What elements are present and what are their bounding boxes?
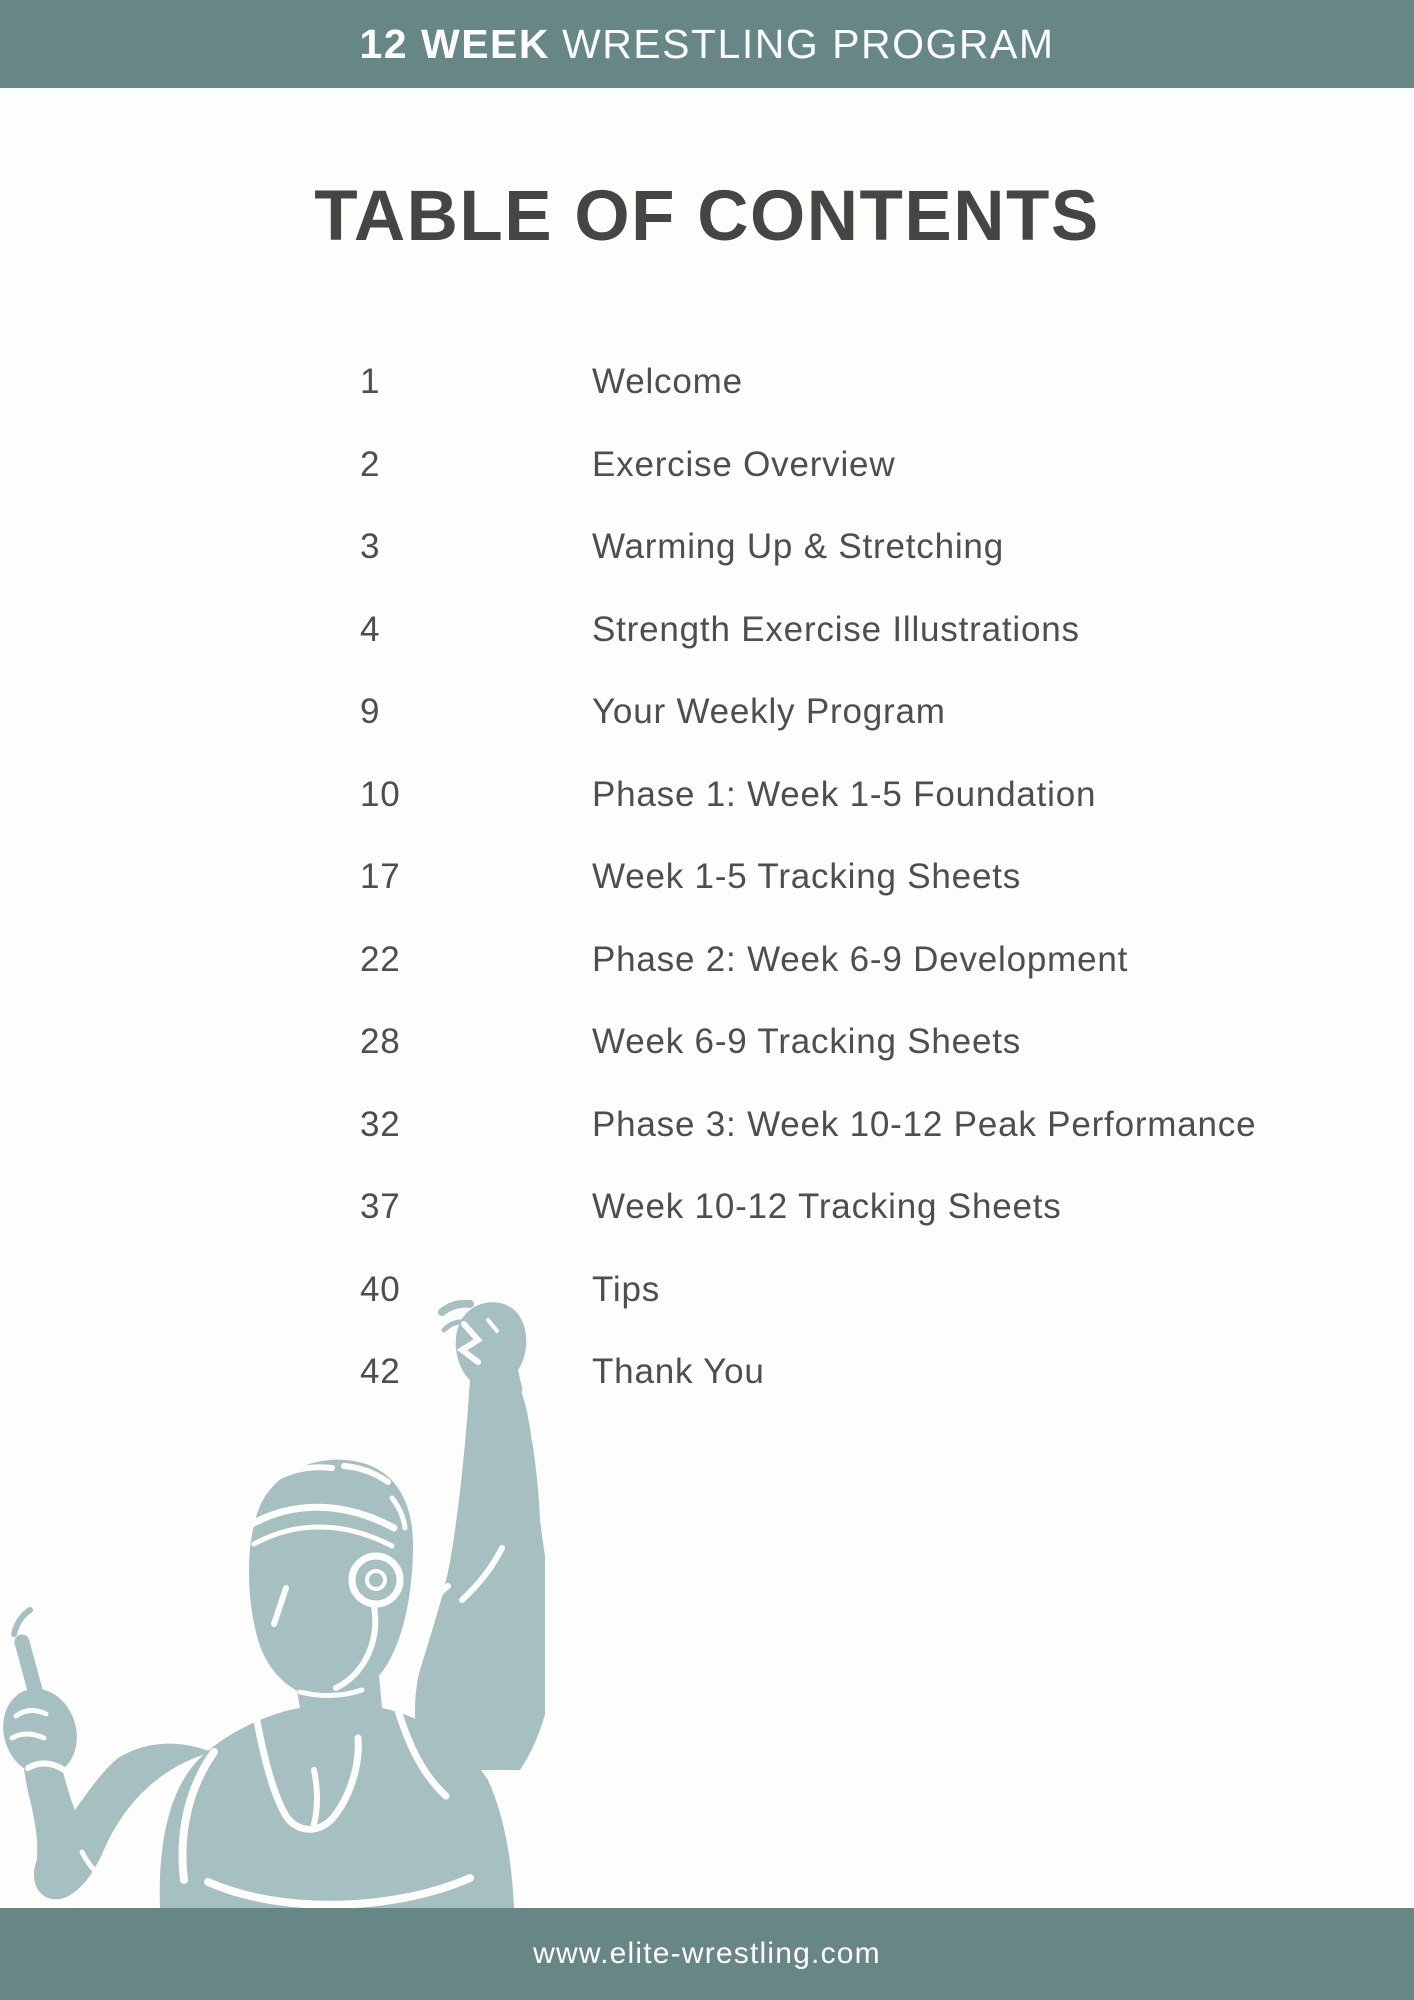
website-url: www.elite-wrestling.com — [533, 1937, 881, 1970]
toc-entry-title: Welcome — [592, 362, 743, 402]
toc-entry-title: Tips — [592, 1269, 661, 1309]
toc-page-number: 10 — [360, 774, 401, 814]
toc-entry-title: Phase 3: Week 10-12 Peak Performance — [592, 1104, 1257, 1144]
header-bar — [0, 0, 1414, 88]
toc-entry — [360, 754, 1374, 837]
toc-entry-title: Exercise Overview — [592, 444, 896, 484]
toc-entry-title: Week 1-5 Tracking Sheets — [592, 857, 1022, 897]
toc-entry-title: Week 10-12 Tracking Sheets — [592, 1187, 1062, 1227]
toc-page-number: 42 — [360, 1352, 401, 1392]
toc-page-number: 22 — [360, 939, 401, 979]
page-title: TABLE OF CONTENTS — [314, 177, 1100, 256]
toc-entry — [360, 341, 1374, 424]
toc-page-number: 2 — [360, 444, 381, 484]
toc-entry-title: Your Weekly Program — [592, 692, 946, 732]
toc-entry-title: Week 6-9 Tracking Sheets — [592, 1022, 1022, 1062]
footer-bar — [0, 1908, 1414, 2000]
toc-page-number: 40 — [360, 1269, 401, 1309]
toc-entry — [360, 1001, 1374, 1084]
program-title-rest: WRESTLING PROGRAM — [562, 20, 1055, 67]
wrestler-silhouette-body — [0, 1302, 545, 1908]
toc-entry — [360, 506, 1374, 589]
toc-entry-title: Warming Up & Stretching — [592, 527, 1004, 567]
toc-entry — [360, 836, 1374, 919]
toc-page-number: 37 — [360, 1187, 401, 1227]
wrestler-victory-illustration — [0, 1300, 545, 1908]
toc-page-number: 28 — [360, 1022, 401, 1062]
program-title — [360, 21, 1055, 68]
toc-page-number: 9 — [360, 692, 381, 732]
toc-entry — [360, 1166, 1374, 1249]
toc-entry — [360, 424, 1374, 507]
toc-entry-title: Phase 2: Week 6-9 Development — [592, 939, 1129, 979]
toc-entry — [360, 1084, 1374, 1167]
toc-page-number: 1 — [360, 362, 381, 402]
toc-page-number: 4 — [360, 609, 381, 649]
toc-entry — [360, 671, 1374, 754]
toc-entry — [360, 589, 1374, 672]
toc-list — [360, 341, 1374, 1414]
toc-entry-title: Phase 1: Week 1-5 Foundation — [592, 774, 1097, 814]
toc-entry-title: Strength Exercise Illustrations — [592, 609, 1080, 649]
toc-page-number: 17 — [360, 857, 401, 897]
toc-entry-title: Thank You — [592, 1352, 765, 1392]
toc-page-number: 3 — [360, 527, 381, 567]
program-title-bold: 12 WEEK — [359, 20, 550, 67]
toc-page-number: 32 — [360, 1104, 401, 1144]
toc-entry — [360, 919, 1374, 1002]
